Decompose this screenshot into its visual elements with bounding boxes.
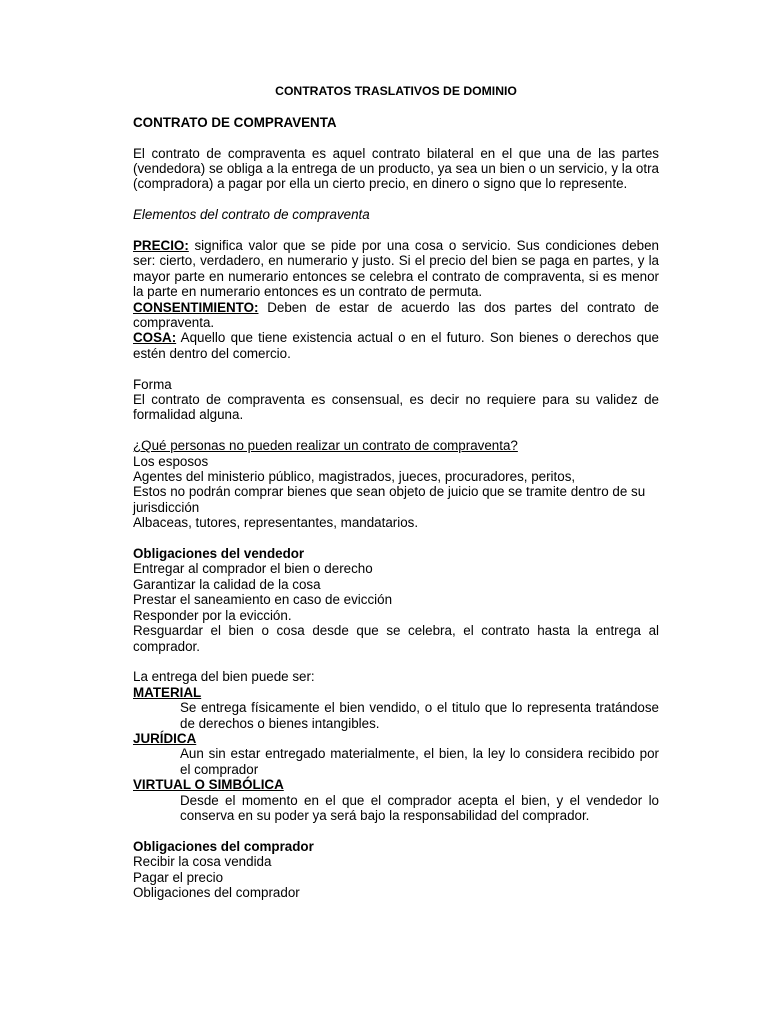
comprador-heading: Obligaciones del comprador xyxy=(133,838,314,854)
precio-text: significa valor que se pide por una cosa o servicio. Sus condiciones deben ser: cierto, verdadero, en numerario y justo. Si el precio del bien se paga en partes, y la mayor parte en numerario entonces se celebra el contrato de compraventa, si es menor la parte en numerario entonces es un contrato de permuta. xyxy=(133,238,659,300)
virtual-label: VIRTUAL O SIMBÓLICA xyxy=(133,777,284,793)
elements-heading: Elementos del contrato de compraventa xyxy=(133,207,370,223)
consentimiento-label: CONSENTIMIENTO: xyxy=(133,299,259,315)
cosa-text: Aquello que tiene existencia actual o en el futuro. Son bienes o derechos que estén dentro del comercio. xyxy=(133,330,659,361)
material-label: MATERIAL xyxy=(133,684,202,700)
list-item: Albaceas, tutores, representantes, mandatarios. xyxy=(133,515,419,531)
list-item: Garantizar la calidad de la cosa xyxy=(133,576,321,592)
list-item: Entregar al comprador el bien o derecho xyxy=(133,561,373,577)
list-item: Los esposos xyxy=(133,453,209,469)
list-item: Agentes del ministerio público, magistrados, jueces, procuradores, peritos, xyxy=(133,469,576,485)
consentimiento-text: Deben de estar de acuerdo las dos partes del contrato de compraventa. xyxy=(133,299,659,331)
material-text: Se entrega físicamente el bien vendido, o el titulo que lo representa tratándose de derechos o bienes intangibles. xyxy=(180,700,659,731)
forma-text: El contrato de compraventa es consensual, es decir no requiere para su validez de formalidad alguna. xyxy=(133,392,659,423)
compraventa-definition: El contrato de compraventa es aquel contrato bilateral en el que una de las partes (vendedora) se obliga a la entrega de un producto, ya sea un bien o un servicio, y la otra (compradora) a pagar por ella un cierto precio, en dinero o signo que lo represente. xyxy=(133,145,659,192)
document-title: CONTRATOS TRASLATIVOS DE DOMINIO xyxy=(275,84,517,98)
cosa-label: COSA: xyxy=(133,330,177,346)
document-body xyxy=(133,84,659,900)
vendedor-heading: Obligaciones del vendedor xyxy=(133,546,305,562)
list-item: Responder por la evicción. xyxy=(133,607,292,623)
consentimiento-paragraph xyxy=(133,300,659,331)
entrega-intro: La entrega del bien puede ser: xyxy=(133,669,315,685)
list-item: Obligaciones del comprador xyxy=(133,884,300,900)
list-item: Recibir la cosa vendida xyxy=(133,854,272,870)
personas-question: ¿Qué personas no pueden realizar un contrato de compraventa? xyxy=(133,438,518,454)
virtual-text: Desde el momento en el que el comprador acepta el bien, y el vendedor lo conserva en su poder ya será bajo la responsabilidad del comprador. xyxy=(180,792,659,823)
cosa-paragraph xyxy=(133,330,659,361)
juridica-label: JURÍDICA xyxy=(133,730,197,746)
list-item: Pagar el precio xyxy=(133,869,224,885)
list-item: Resguardar el bien o cosa desde que se celebra, el contrato hasta la entrega al comprador. xyxy=(133,623,659,654)
list-item: Estos no podrán comprar bienes que sean objeto de juicio que se tramite dentro de su jurisdicción xyxy=(133,484,646,515)
section-heading-compraventa: CONTRATO DE COMPRAVENTA xyxy=(133,114,337,130)
forma-heading: Forma xyxy=(133,376,172,392)
precio-paragraph xyxy=(133,238,659,300)
list-item: Prestar el saneamiento en caso de evicción xyxy=(133,592,393,608)
precio-label: PRECIO: xyxy=(133,238,189,253)
juridica-text: Aun sin estar entregado materialmente, el bien, la ley lo considera recibido por el comprador xyxy=(180,746,659,777)
